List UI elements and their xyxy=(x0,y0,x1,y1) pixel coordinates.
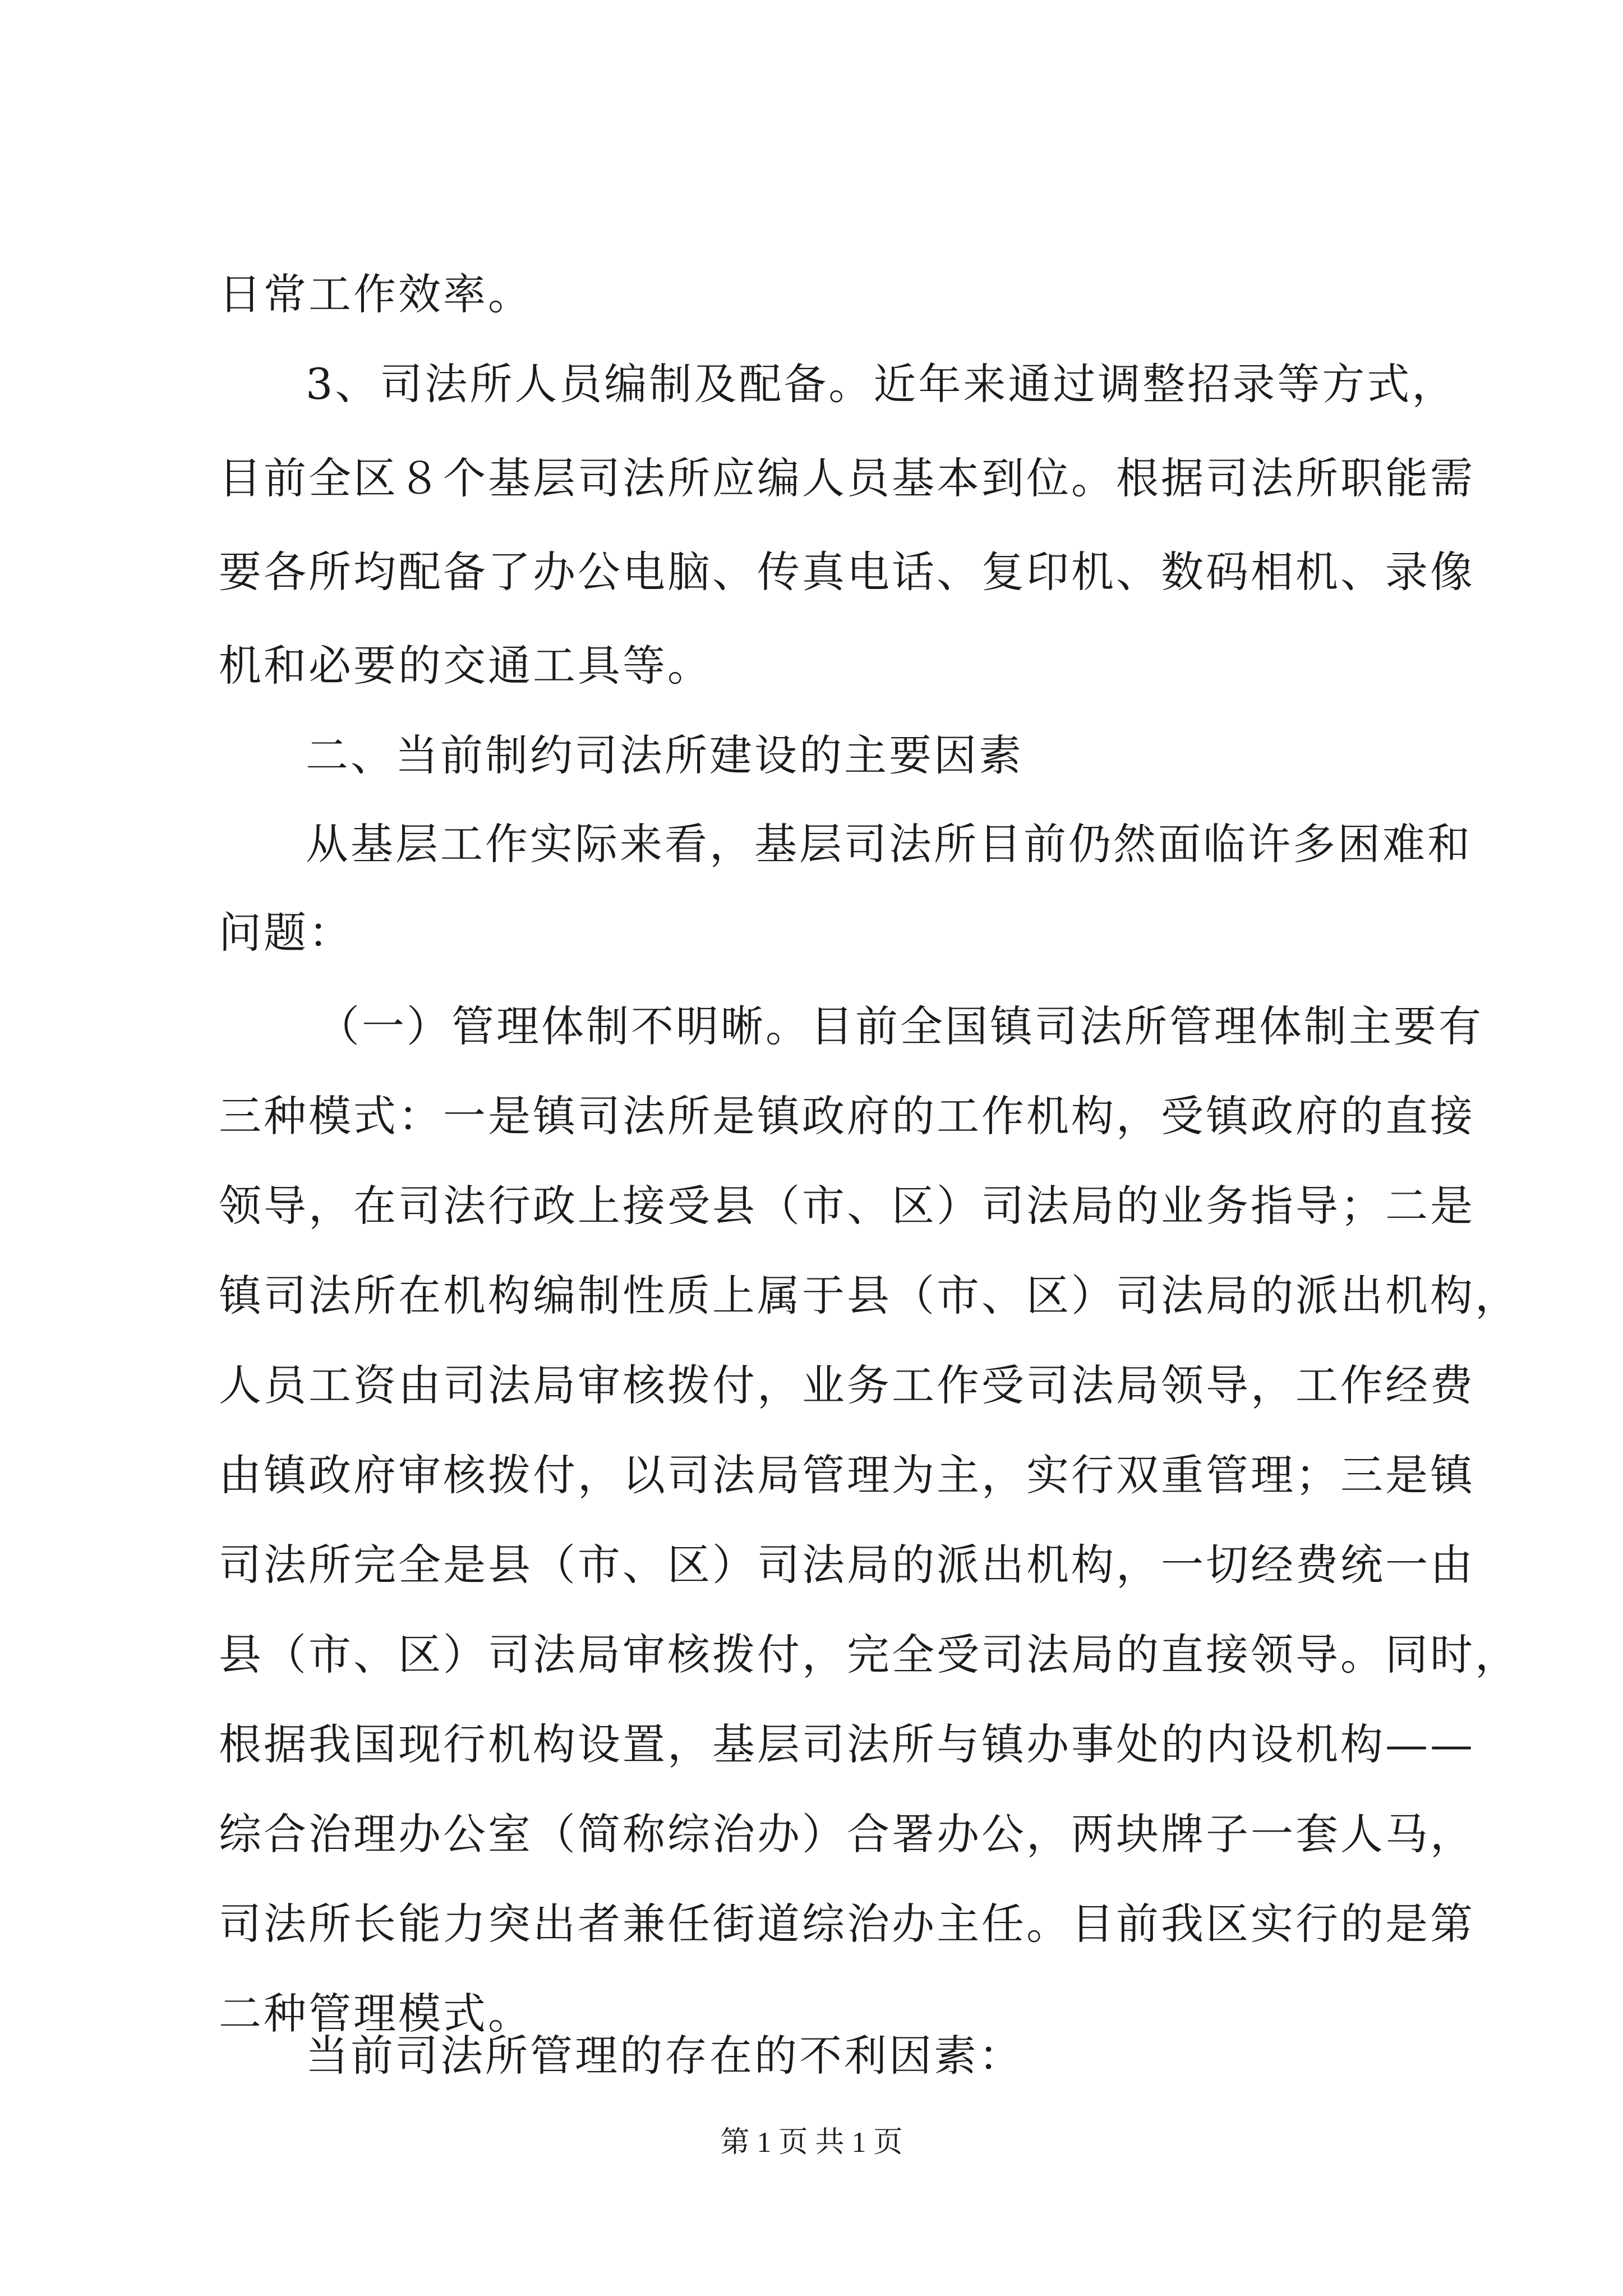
text-line: 日常工作效率。 xyxy=(219,269,533,319)
section-heading: 二、当前制约司法所建设的主要因素 xyxy=(306,730,1023,780)
text-line: 目前全区８个基层司法所应编人员基本到位。根据司法所职能需 xyxy=(219,453,1475,503)
text-line: 人员工资由司法局审核拨付，业务工作受司法局领导，工作经费 xyxy=(219,1360,1475,1410)
text-line: 司法所长能力突出者兼任街道综治办主任。目前我区实行的是第 xyxy=(219,1899,1475,1949)
text-line: 领导，在司法行政上接受县（市、区）司法局的业务指导；二是 xyxy=(219,1181,1475,1231)
text-line: 根据我国现行机构设置，基层司法所与镇办事处的内设机构—— xyxy=(219,1719,1475,1769)
text-line: 问题： xyxy=(219,908,353,958)
text-line: 当前司法所管理的存在的不利因素： xyxy=(306,2031,1023,2081)
text-line: 县（市、区）司法局审核拨付，完全受司法局的直接领导。同时， xyxy=(219,1630,1520,1680)
text-line: 由镇政府审核拨付，以司法局管理为主，实行双重管理；三是镇 xyxy=(219,1450,1475,1500)
text-line: 二种管理模式。 xyxy=(219,1989,533,2039)
text-line: 从基层工作实际来看，基层司法所目前仍然面临许多困难和 xyxy=(306,819,1472,869)
text-line: 司法所完全是县（市、区）司法局的派出机构，一切经费统一由 xyxy=(219,1540,1475,1590)
text-line: 要各所均配备了办公电脑、传真电话、复印机、数码相机、录像 xyxy=(219,547,1475,597)
text-line: 综合治理办公室（简称综治办）合署办公，两块牌子一套人马， xyxy=(219,1809,1475,1859)
text-line: 镇司法所在机构编制性质上属于县（市、区）司法局的派出机构， xyxy=(219,1271,1520,1320)
text-line: 3、司法所人员编制及配备。近年来通过调整招录等方式， xyxy=(306,359,1457,409)
text-line: （一）管理体制不明晰。目前全国镇司法所管理体制主要有 xyxy=(317,1001,1483,1051)
text-line: 机和必要的交通工具等。 xyxy=(219,641,712,691)
text-line: 三种模式：一是镇司法所是镇政府的工作机构，受镇政府的直接 xyxy=(219,1091,1475,1141)
page-number-footer: 第 1 页 共 1 页 xyxy=(720,2127,903,2159)
